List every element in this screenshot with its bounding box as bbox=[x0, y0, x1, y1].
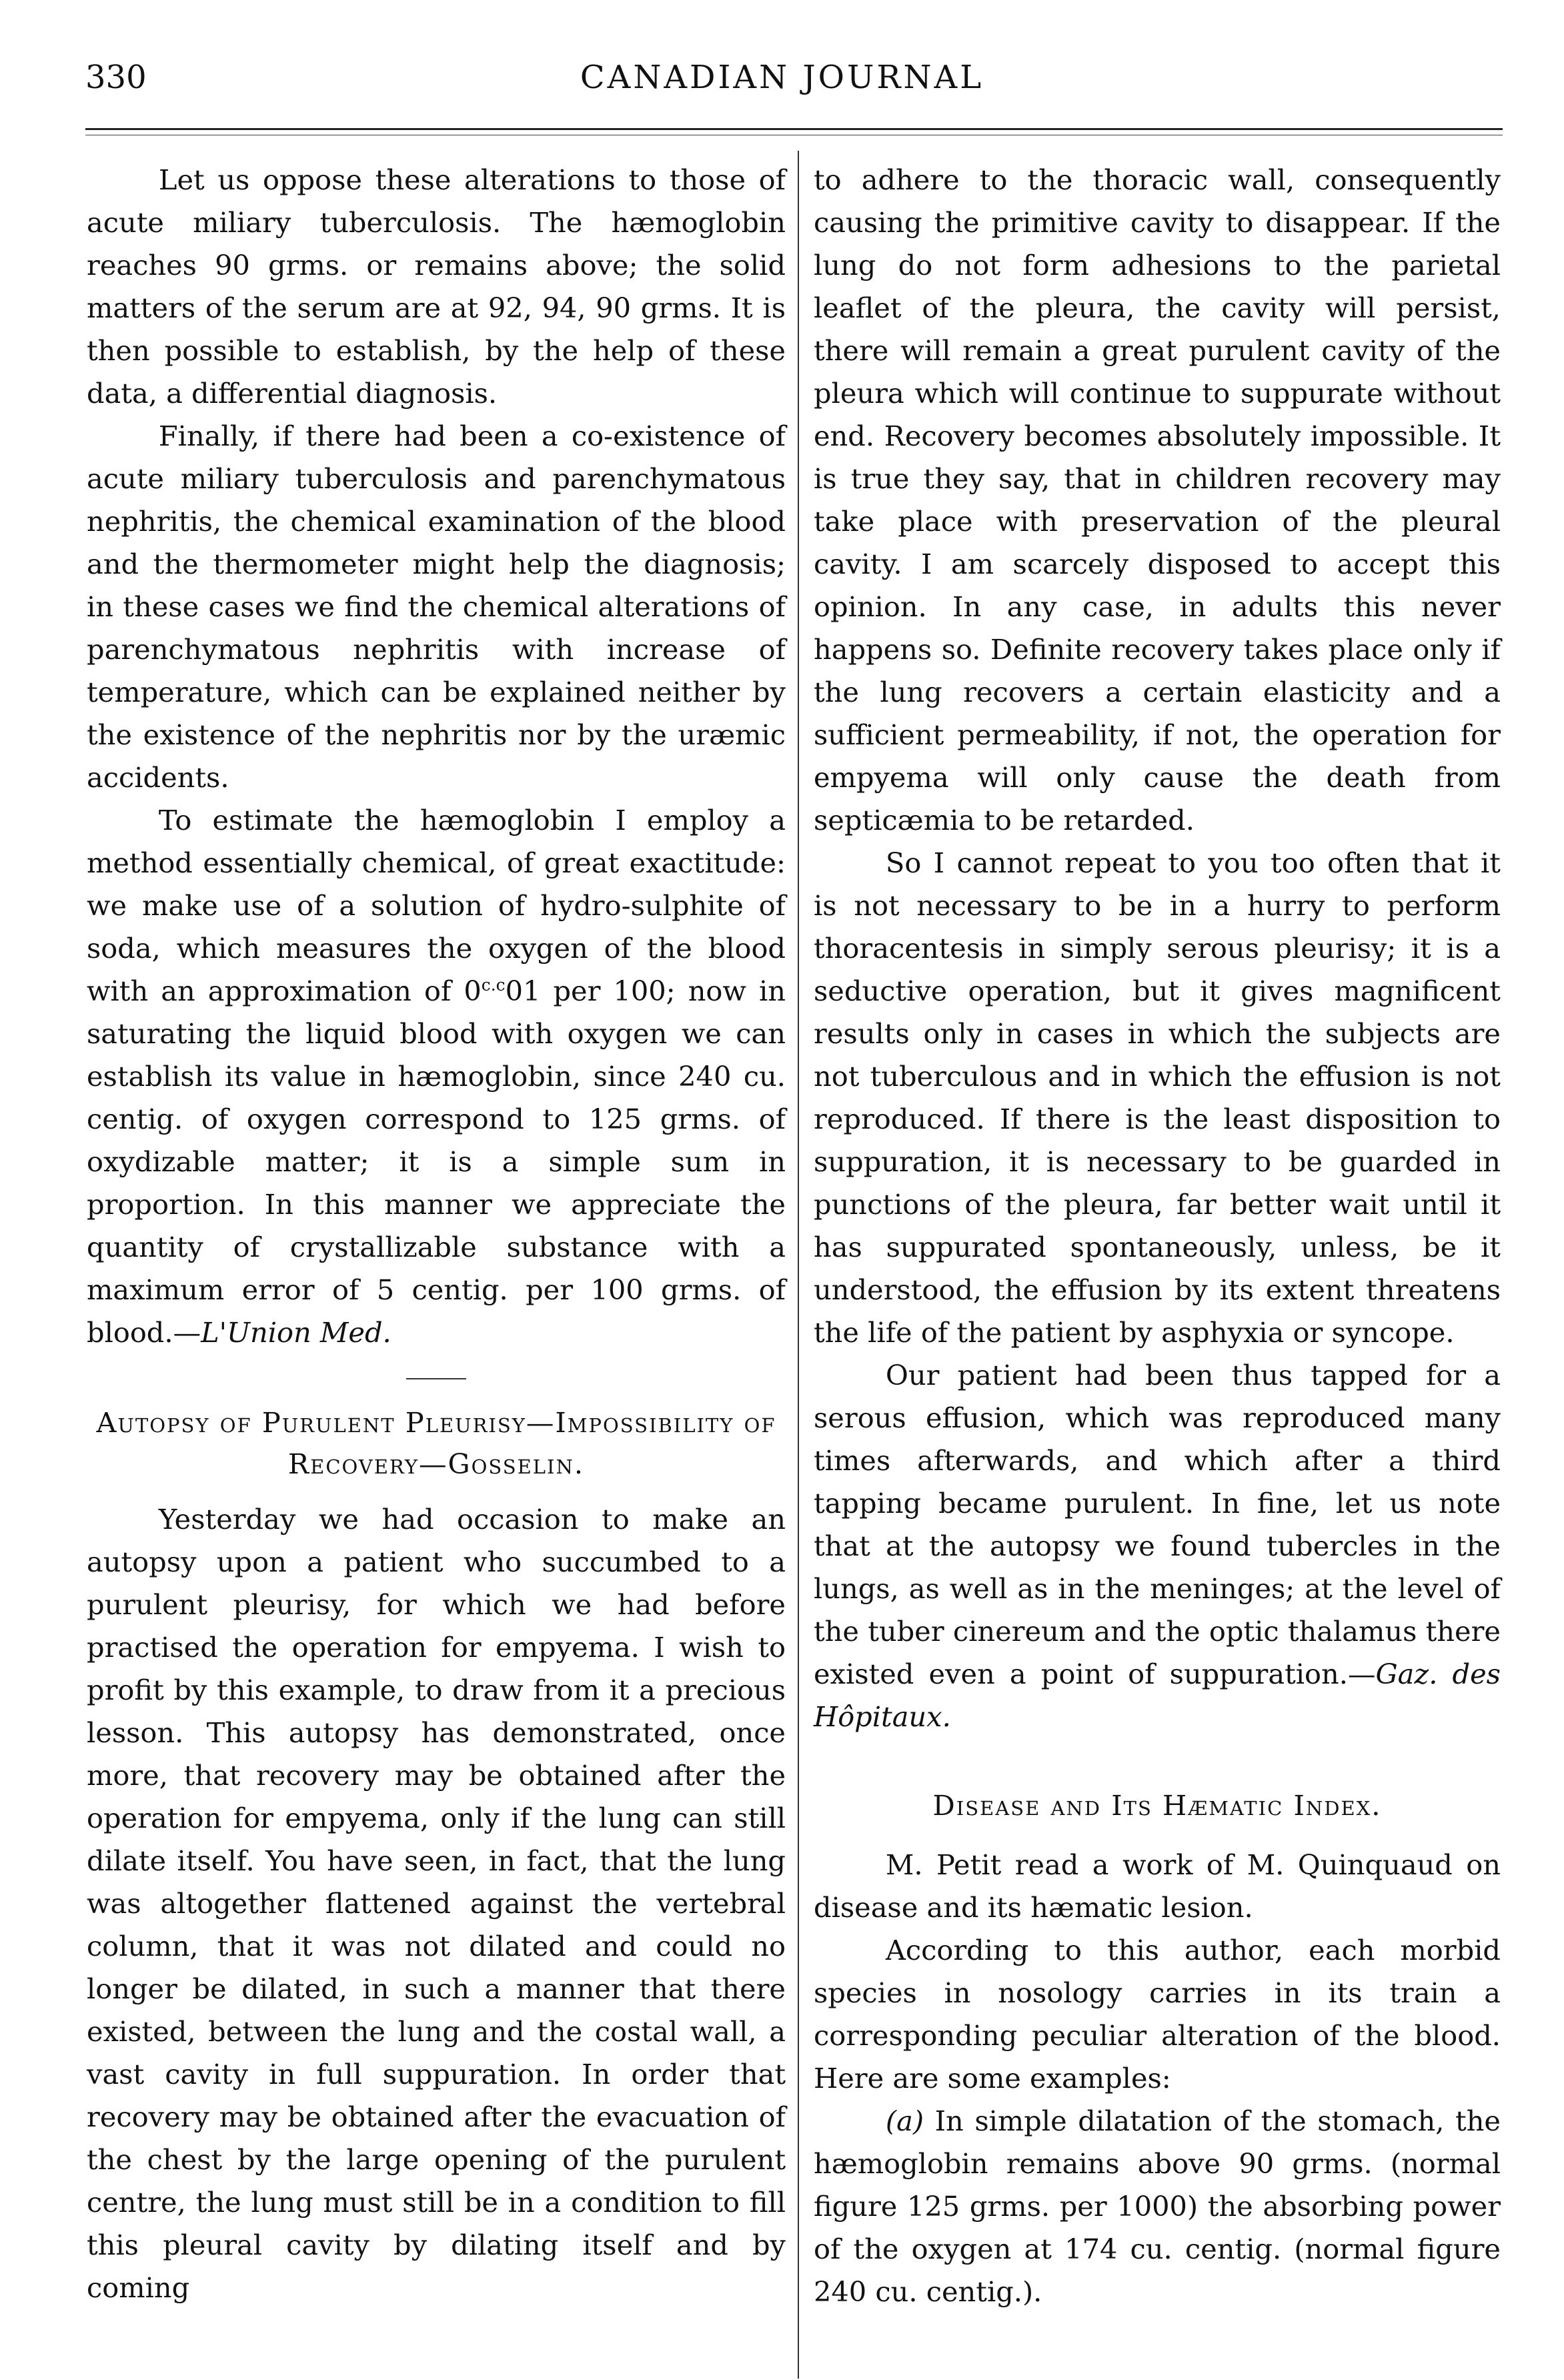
left-column bbox=[87, 159, 786, 2309]
running-title: CANADIAN JOURNAL bbox=[580, 59, 984, 96]
paragraph: According to this author, each morbid species in nosology carries in its train a corresponding peculiar alteration of the blood. Here are some examples: bbox=[814, 1934, 1501, 2095]
column-divider bbox=[798, 151, 799, 2379]
paragraph: Yesterday we had occasion to make an autopsy upon a patient who succumbed to a purulent pleurisy, for which we had before practised the operation for empyema. I wish to profit by this example, to draw from it a precious lesson. This autopsy has demonstrated, once more, that recovery may be obtained after the operation for empyema, only if the lung can still dilate itself. You have seen, in fact, that the lung was altogether flattened against the vertebral column, that it was not dilated and could no longer be dilated, in such a manner that there existed, between the lung and the costal wall, a vast cavity in full suppuration. In order that recovery may be obtained after the evacuation of the chest by the large opening of the purulent centre, the lung must still be in a condition to fill this pleural cavity by dilating itself and by coming bbox=[87, 1503, 786, 2304]
header-rule bbox=[85, 128, 1503, 130]
right-column bbox=[814, 159, 1501, 2313]
paragraph: Let us oppose these alterations to those of acute miliary tuberculosis. The hæmoglobin reaches 90 grms. or remains above; the solid matters of the serum are at 92, 94, 90 grms. It is then possible to establish, by the help of these data, a differential diagnosis. bbox=[87, 163, 786, 410]
paragraph-text: To estimate the hæmoglobin I employ a method essentially chemical, of great exactitude: we make use of a solution of hydro-sulphite of soda, which measures the oxygen of the blood with an approximation of 0 bbox=[87, 804, 786, 1007]
paragraph: So I cannot repeat to you too often that it is not necessary to be in a hurry to perform thoracentesis in simply serous pleurisy; it is a seductive operation, but it gives magnificent results only in cases in which the subjects are not tuberculous and in which the effusion is not reproduced. If there is the least disposition to suppuration, it is necessary to be guarded in punctions of the pleura, far better wait until it has suppurated spontaneously, unless, be it understood, the effusion by its extent threatens the life of the patient by asphyxia or syncope. bbox=[814, 846, 1501, 1349]
paragraph-text: In simple dilatation of the stomach, the hæmoglobin remains above 90 grms. (normal figure 125 grms. per 1000) the absorbing power of the oxygen at 174 cu. centig. (normal figure 240 cu. centig.). bbox=[814, 2105, 1501, 2308]
citation: L'Union Med. bbox=[201, 1316, 392, 1349]
superscript: c.c bbox=[481, 975, 506, 995]
section-heading: Disease and Its Hæmatic Index. bbox=[932, 1789, 1382, 1822]
section-separator bbox=[406, 1378, 466, 1379]
citation: Gaz. des Hôpitaux. bbox=[814, 1658, 1501, 1733]
paragraph bbox=[814, 1354, 1501, 1738]
list-label: (a) bbox=[885, 2105, 924, 2137]
paragraph-text: 01 per 100; now in saturating the liquid blood with oxygen we can establish its value in hæmoglobin, since 240 cu. centig. of oxygen correspond to 125 grms. of oxydizable matter; it is a simple sum in proportion. In this manner we appreciate the quantity of crystallizable substance with a maximum error of 5 centig. per 100 grms. of blood.— bbox=[87, 975, 786, 1349]
section-heading: Autopsy of Purulent Pleurisy—Impossibility of Recovery—Gosselin. bbox=[96, 1406, 776, 1480]
page-number: 330 bbox=[85, 59, 147, 96]
paragraph: to adhere to the thoracic wall, consequently causing the primitive cavity to disappear. If the lung do not form adhesions to the parietal leaflet of the pleura, the cavity will persist, there will remain a great purulent cavity of the pleura which will continue to suppurate without end. Recovery becomes absolutely impossible. It is true they say, that in children recovery may take place with preservation of the pleural cavity. I am scarcely disposed to accept this opinion. In any case, in adults this never happens so. Definite recovery takes place only if the lung recovers a certain elasticity and a sufficient permeability, if not, the operation for empyema will only cause the death from septicæmia to be retarded. bbox=[814, 163, 1501, 836]
page-header bbox=[85, 59, 1479, 112]
paragraph: Finally, if there had been a co-existence of acute miliary tuberculosis and parenchymatous nephritis, the chemical examination of the blood and the thermometer might help the diagnosis; in these cases we find the chemical alterations of parenchymatous nephritis with increase of temperature, which can be explained neither by the existence of the nephritis nor by the uræmic accidents. bbox=[87, 420, 786, 794]
paragraph bbox=[814, 2100, 1501, 2313]
paragraph-text: Our patient had been thus tapped for a serous effusion, which was reproduced many times afterwards, and which after a third tapping became purulent. In fine, let us note that at the autopsy we found tubercles in the lungs, as well as in the meninges; at the level of the tuber cinereum and the optic thalamus there existed even a point of suppuration.— bbox=[814, 1359, 1501, 1690]
paragraph bbox=[87, 799, 786, 1354]
paragraph: M. Petit read a work of M. Quinquaud on disease and its hæmatic lesion. bbox=[814, 1848, 1501, 1924]
